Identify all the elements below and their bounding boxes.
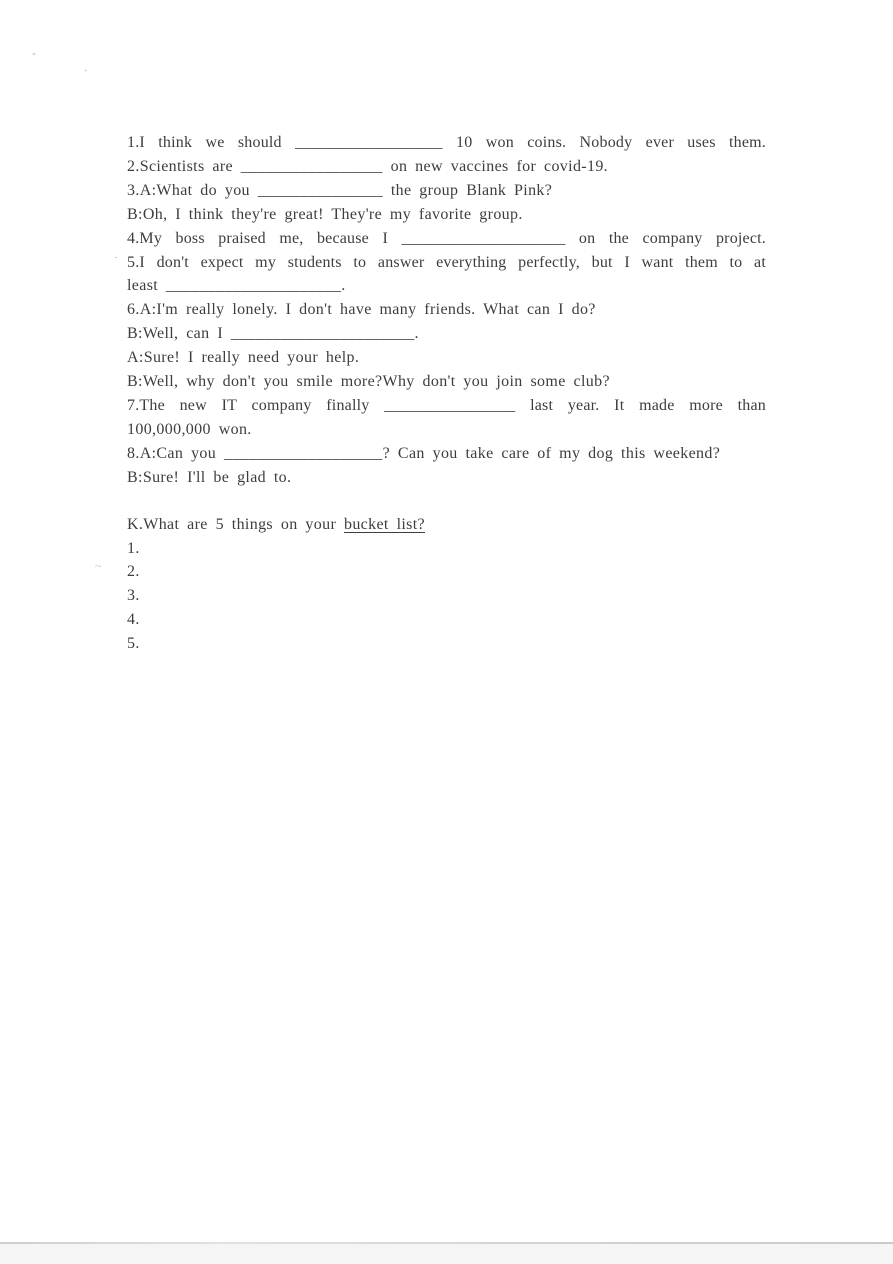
- exercise-line-6c: A:Sure! I really need your help.: [127, 349, 360, 367]
- scan-speck-mark: ·: [84, 66, 88, 77]
- k-list-item-5: 5.: [127, 635, 140, 653]
- scan-background-strip: [0, 1244, 893, 1264]
- exercise-line-3b: B:Oh, I think they're great! They're my favorite group.: [127, 205, 523, 223]
- exercise-line-5: 5.I don't expect my students to answer everything perfectly, but I want them to at: [127, 253, 766, 271]
- exercise-line-6d: B:Well, why don't you smile more?Why don't you join some club?: [127, 373, 610, 391]
- exercise-line-6b: B:Well, can I ______________________.: [127, 325, 419, 343]
- exercise-line-5b: least _____________________.: [127, 277, 346, 295]
- k-list-item-1: 1.: [127, 539, 140, 557]
- section-k-question-text: K.What are 5 things on your: [127, 515, 344, 533]
- k-list-item-4: 4.: [127, 611, 140, 629]
- exercise-line-6: 6.A:I'm really lonely. I don't have many friends. What can I do?: [127, 301, 596, 319]
- k-list-item-2: 2.: [127, 563, 140, 581]
- exercise-line-7: 7.The new IT company finally ________________ last year. It made more than: [127, 396, 766, 414]
- scan-speck-mark: ~: [95, 559, 102, 573]
- scan-speck-mark: '': [31, 50, 38, 62]
- exercise-line-8b: B:Sure! I'll be glad to.: [127, 468, 292, 486]
- scan-speck-mark: ·: [114, 252, 118, 264]
- exercise-line-4: 4.My boss praised me, because I ____________________ on the company project.: [127, 229, 766, 247]
- bucket-list-underlined-text: bucket list?: [343, 515, 425, 533]
- exercise-line-3: 3.A:What do you _______________ the group Blank Pink?: [127, 181, 553, 199]
- worksheet-text-block: [127, 131, 766, 656]
- exercise-line-8: 8.A:Can you ___________________? Can you take care of my dog this weekend?: [127, 444, 721, 462]
- section-k-question: [127, 513, 766, 537]
- exercise-line-7b: 100,000,000 won.: [127, 420, 252, 438]
- k-list-item-3: 3.: [127, 587, 140, 605]
- exercise-line-1: 1.I think we should __________________ 10 won coins. Nobody ever uses them.: [127, 134, 766, 151]
- exercise-line-2: 2.Scientists are _________________ on new vaccines for covid-19.: [127, 157, 609, 175]
